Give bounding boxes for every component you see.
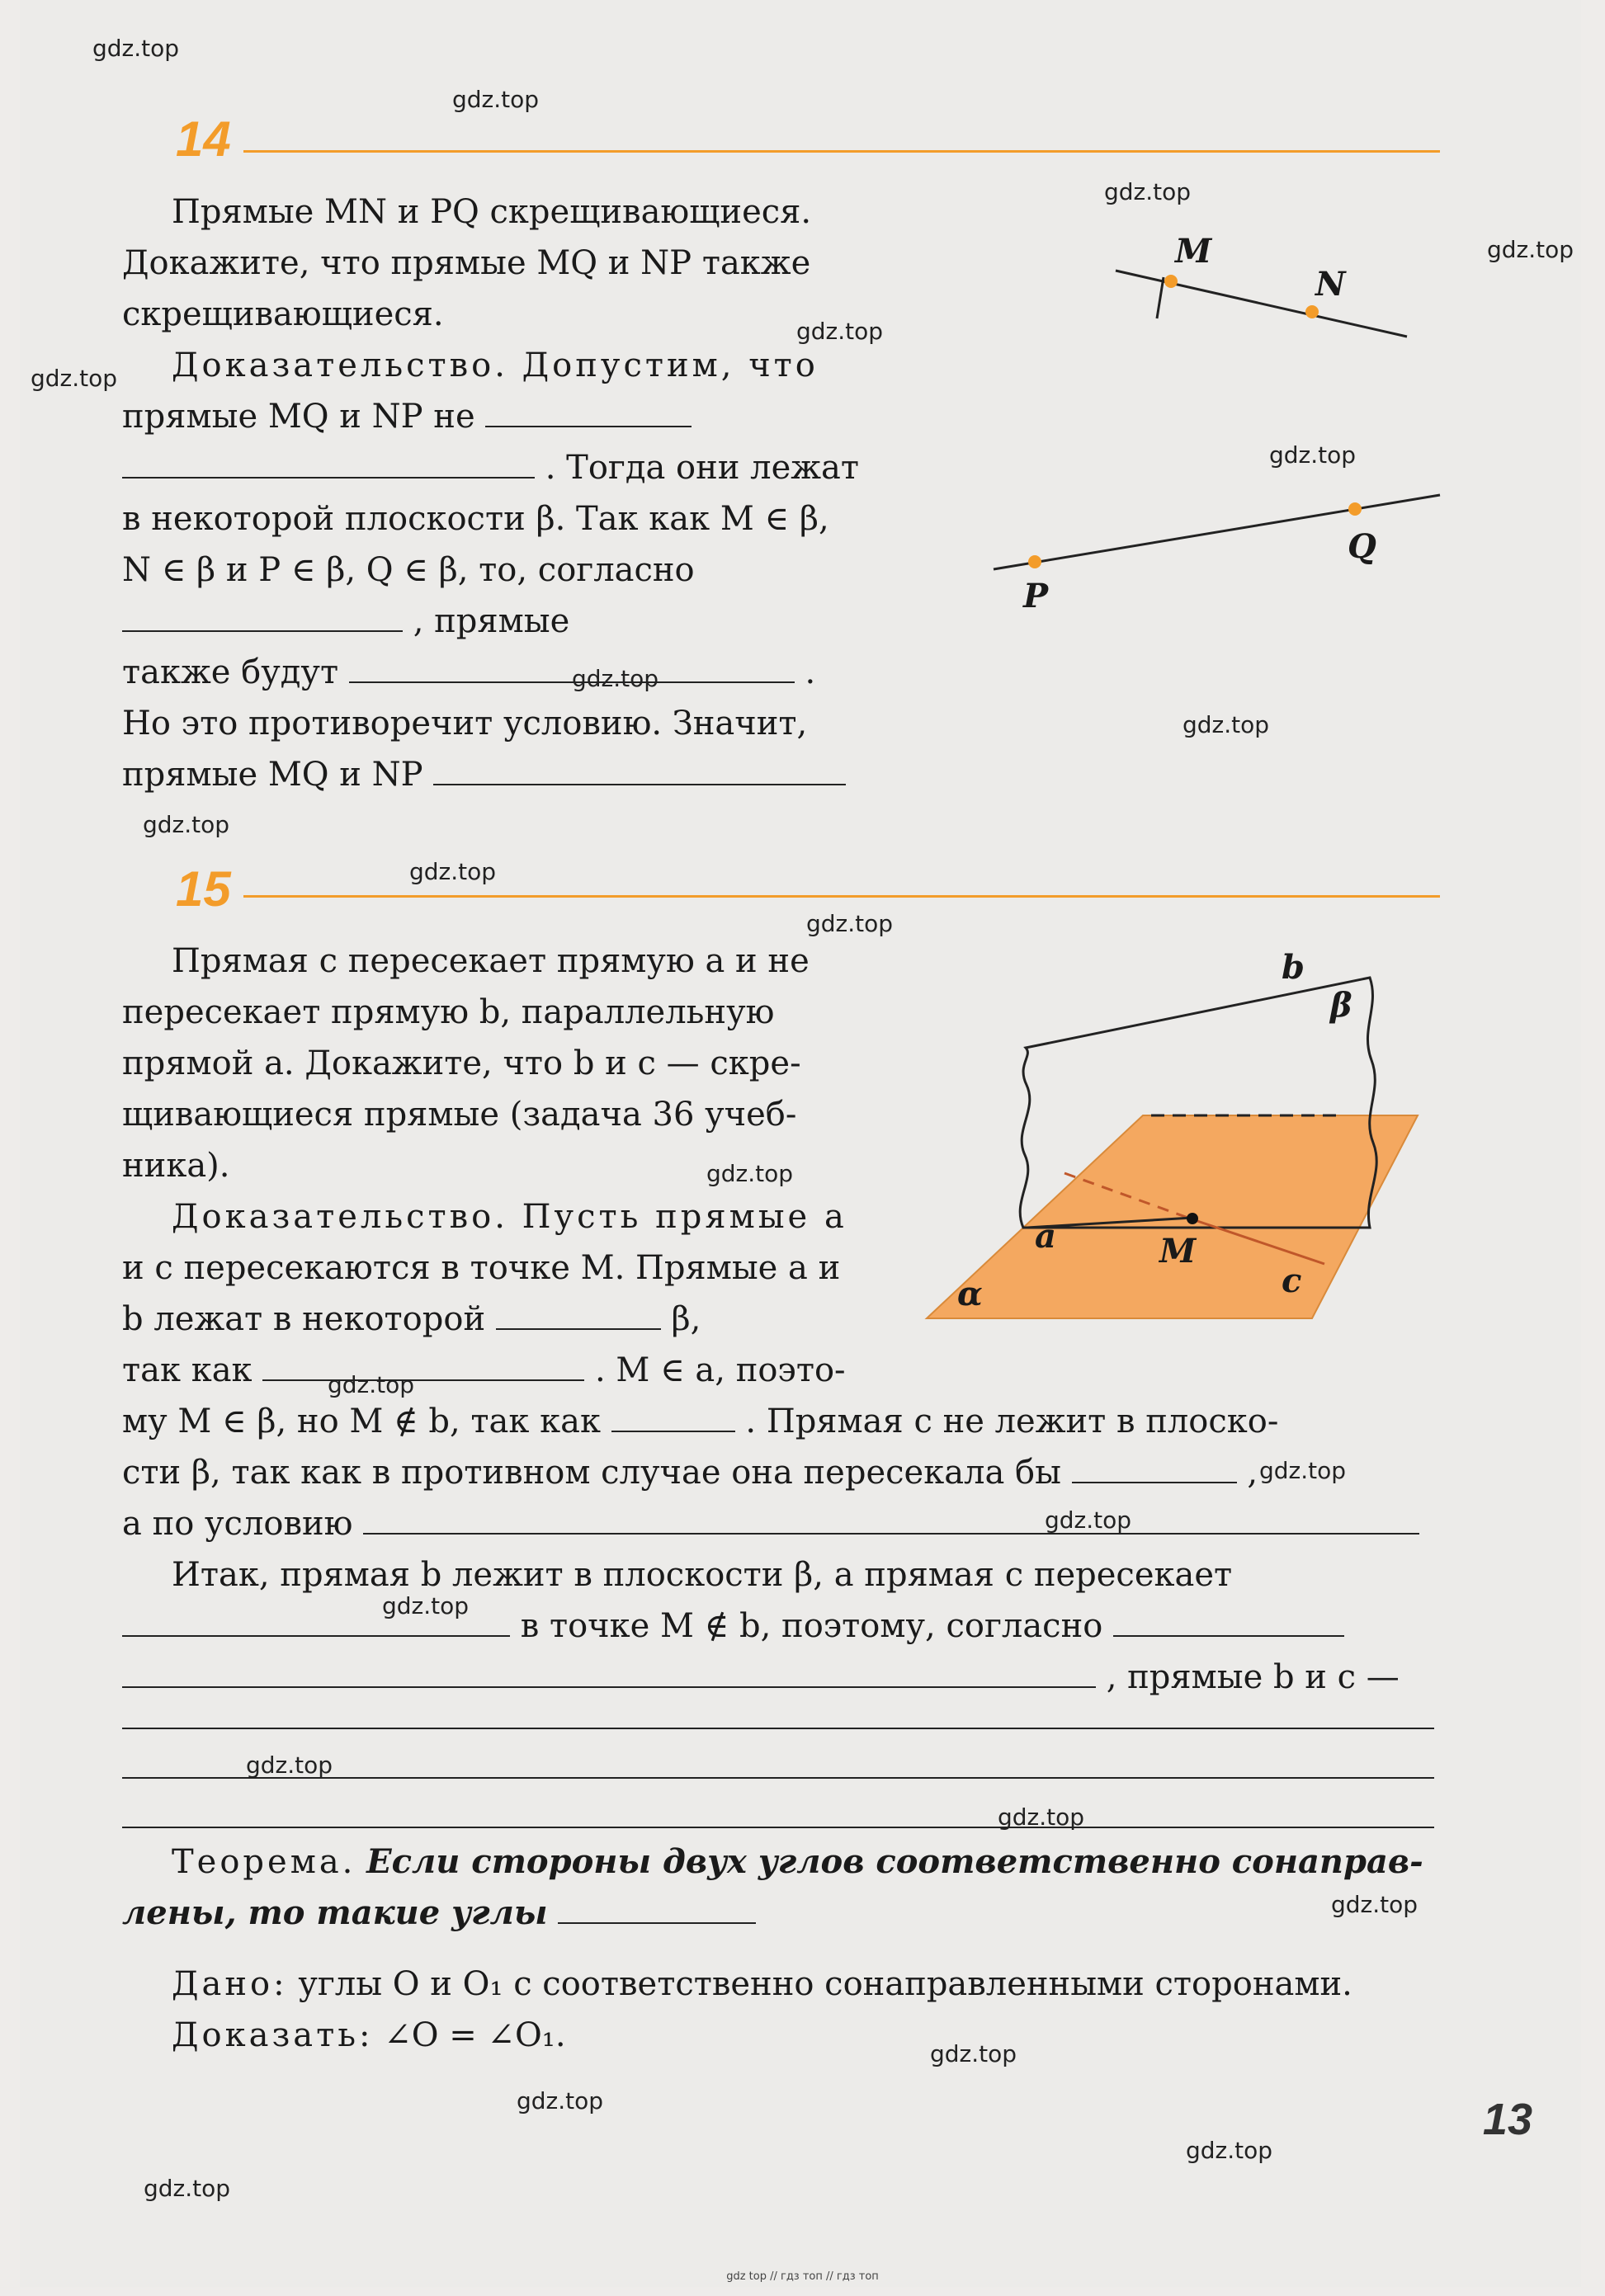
watermark: gdz.top xyxy=(144,2175,231,2202)
task-14-text: прямые MQ и NP xyxy=(122,756,423,794)
label-Q: Q xyxy=(1348,527,1376,566)
task-15-line-7: и c пересекаются в точке M. Прямые a и xyxy=(122,1249,841,1287)
label-c: c xyxy=(1282,1261,1302,1300)
theorem-prove xyxy=(172,2010,566,2061)
page-number: 13 xyxy=(1482,2095,1532,2144)
label-a: a xyxy=(1035,1217,1056,1256)
task-14-line-7: в некоторой плоскости β. Так как M ∈ β, xyxy=(122,500,829,538)
task-15-text: β, xyxy=(671,1300,701,1338)
watermark: gdz.top xyxy=(572,665,659,692)
task-14-line-4: Доказательство. Допустим, что xyxy=(172,347,819,384)
watermark: gdz.top xyxy=(517,2087,604,2114)
prove-text: ∠O = ∠O₁. xyxy=(384,2016,566,2054)
task-15-text: , прямые b и c — xyxy=(1106,1658,1400,1696)
task-14-line-11: Но это противоречит условию. Значит, xyxy=(122,705,808,743)
task-14-line-8: N ∈ β и P ∈ β, Q ∈ β, то, согласно xyxy=(122,551,695,589)
task-14-text: прямые MQ и NP не xyxy=(122,398,475,436)
task-14-text: . Тогда они лежат xyxy=(545,449,860,487)
watermark: gdz.top xyxy=(1045,1506,1132,1534)
bottom-note: gdz top // гдз топ // гдз топ xyxy=(726,2270,879,2283)
theorem-lead: Теорема. xyxy=(172,1843,356,1881)
label-M: M xyxy=(1159,1232,1197,1271)
watermark: gdz.top xyxy=(31,365,118,392)
label-N: N xyxy=(1315,265,1346,304)
label-P: P xyxy=(1023,577,1049,615)
plane-alpha xyxy=(927,1115,1418,1318)
watermark: gdz.top xyxy=(92,35,180,62)
theorem-given xyxy=(172,1959,1352,2010)
task-15-line-2: пересекает прямую b, параллельную xyxy=(122,993,775,1031)
watermark: gdz.top xyxy=(1186,2137,1273,2164)
task-14-number: 14 xyxy=(176,111,231,167)
label-b: b xyxy=(1282,948,1305,987)
watermark: gdz.top xyxy=(930,2040,1017,2067)
watermark: gdz.top xyxy=(998,1803,1085,1831)
task-15-text: . Прямая c не лежит в плоско- xyxy=(745,1403,1279,1440)
task-14-text: , прямые xyxy=(413,602,570,640)
blank-field[interactable] xyxy=(558,1894,756,1924)
watermark: gdz.top xyxy=(1487,236,1574,263)
task-15-text: му M ∈ β, но M ∉ b, так как xyxy=(122,1403,601,1440)
watermark: gdz.top xyxy=(806,910,894,937)
watermark: gdz.top xyxy=(706,1160,794,1187)
task-15-text: так как xyxy=(122,1351,253,1389)
task-15-line-3: прямой a. Докажите, что b и c — скре- xyxy=(122,1044,801,1082)
task-14-text: также будут xyxy=(122,653,339,691)
watermark: gdz.top xyxy=(246,1751,333,1779)
watermark: gdz.top xyxy=(328,1371,415,1398)
watermark: gdz.top xyxy=(409,858,497,885)
task-15-text: , xyxy=(1247,1454,1258,1492)
theorem-text: Если стороны двух углов соответственно сонаправ- xyxy=(366,1842,1423,1881)
task-14-line-2: Докажите, что прямые MQ и NP также xyxy=(122,244,811,282)
task-15-text: сти β, так как в противном случае она пересекала бы xyxy=(122,1454,1061,1492)
task-15-line-5: ника). xyxy=(122,1147,230,1185)
watermark: gdz.top xyxy=(1183,711,1270,738)
task-15-text: а по условию xyxy=(122,1505,353,1543)
task-15-line-1: Прямая c пересекает прямую a и не xyxy=(172,942,810,980)
watermark: gdz.top xyxy=(1269,441,1357,469)
given-label: Дано: xyxy=(172,1965,288,2003)
label-alpha: α xyxy=(957,1275,983,1313)
watermark: gdz.top xyxy=(452,86,540,113)
task-15-text: b лежат в некоторой xyxy=(122,1300,486,1338)
given-text: углы O и O₁ с соответственно сонаправленными сторонами. xyxy=(298,1965,1352,2003)
task-15-number: 15 xyxy=(176,861,231,917)
task-14-line-3: скрещивающиеся. xyxy=(122,295,444,333)
watermark: gdz.top xyxy=(1104,178,1192,205)
theorem-line-2 xyxy=(122,1888,756,1939)
watermark: gdz.top xyxy=(1331,1891,1419,1918)
watermark: gdz.top xyxy=(382,1592,470,1619)
point-M xyxy=(1187,1213,1198,1224)
task-15-line-4: щивающиеся прямые (задача 36 учеб- xyxy=(122,1096,797,1134)
theorem-text: лены, то такие углы xyxy=(122,1893,548,1932)
label-beta: β xyxy=(1330,986,1352,1025)
watermark: gdz.top xyxy=(796,318,884,345)
watermark: gdz.top xyxy=(1259,1457,1347,1484)
task-14-line-10: также будут . xyxy=(122,653,816,691)
task-15-line-13: Итак, прямая b лежит в плоскости β, а прямая c пересекает xyxy=(172,1556,1233,1594)
prove-label: Доказать: xyxy=(172,2016,374,2054)
task-14-line-1: Прямые MN и PQ скрещивающиеся. xyxy=(172,193,812,231)
task-15-line-6: Доказательство. Пусть прямые a xyxy=(172,1198,847,1236)
watermark: gdz.top xyxy=(143,811,230,838)
label-M: M xyxy=(1175,232,1212,271)
task-15-text: в точке M ∉ b, поэтому, согласно xyxy=(520,1607,1103,1645)
task-15-text: . M ∈ a, поэто- xyxy=(594,1351,846,1389)
theorem-line-1 xyxy=(172,1836,1423,1888)
